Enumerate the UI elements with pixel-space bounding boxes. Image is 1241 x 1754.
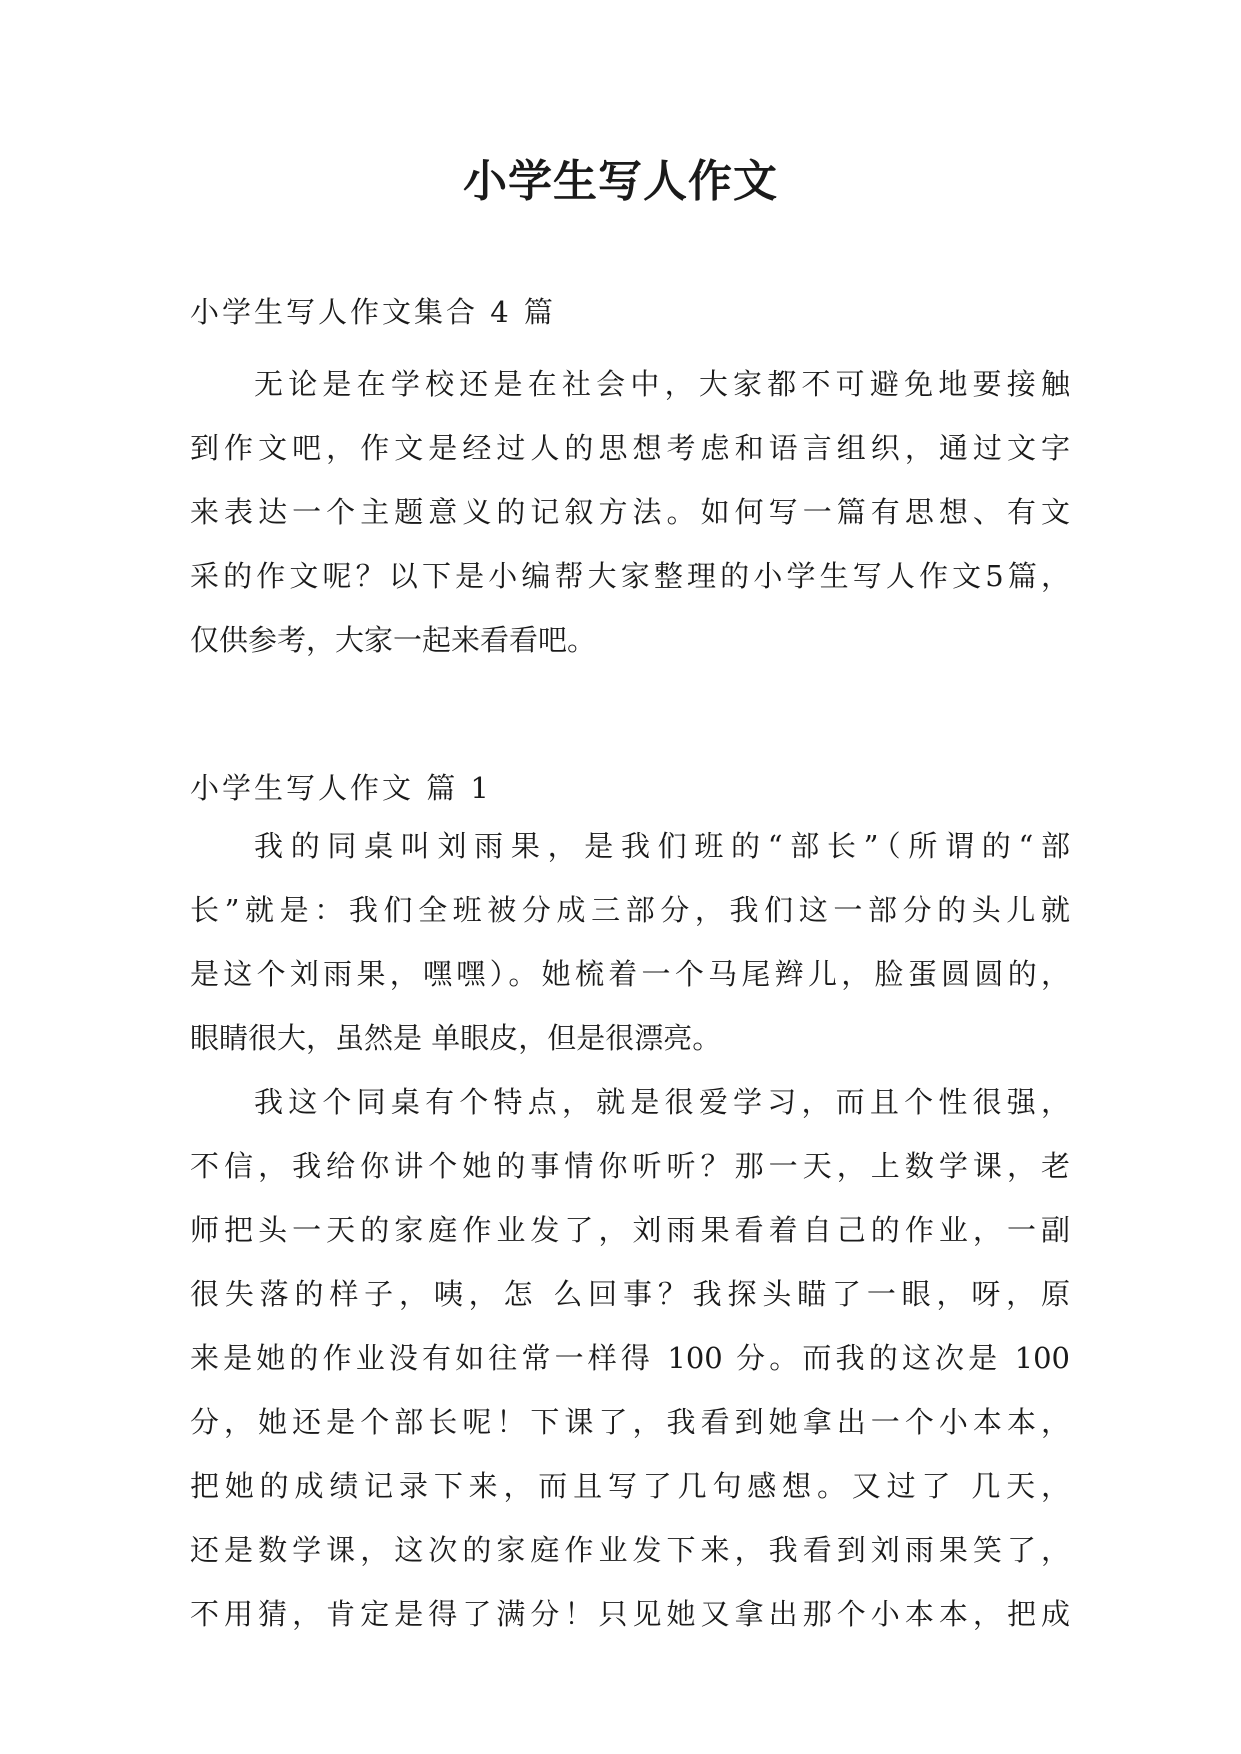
paragraph-line: 是这个刘雨果，嘿嘿）。她梳着一个马尾辫儿，脸蛋圆圆的， (190, 957, 1070, 991)
paragraph-2 (190, 1070, 1070, 1646)
intro-line: 到作文吧，作文是经过人的思想考虑和语言组织，通过文字 (190, 431, 1070, 465)
document-subtitle: 小学生写人作文集合 4 篇 (190, 295, 556, 329)
paragraph-line: 很失落的样子，咦，怎 么回事？我探头瞄了一眼，呀，原 (190, 1277, 1070, 1311)
paragraph-line: 我这个同桌有个特点，就是很爱学习，而且个性很强， (254, 1085, 1070, 1119)
paragraph-line: 来是她的作业没有如往常一样得 100 分。而我的这次是 100 (190, 1341, 1070, 1375)
intro-line: 来表达一个主题意义的记叙方法。如何写一篇有思想、有文 (190, 495, 1070, 529)
paragraph-line: 把她的成绩记录下来，而且写了几句感想。又过了 几天， (190, 1469, 1070, 1503)
paragraph-line: 不信，我给你讲个她的事情你听听？那一天，上数学课，老 (190, 1149, 1070, 1183)
intro-line: 采的作文呢？以下是小编帮大家整理的小学生写人作文5篇， (190, 559, 1070, 593)
section-heading: 小学生写人作文 篇 1 (190, 771, 492, 805)
paragraph-line: 师把头一天的家庭作业发了，刘雨果看着自己的作业，一副 (190, 1213, 1070, 1247)
paragraph-1 (190, 814, 1070, 1070)
intro-line: 无论是在学校还是在社会中，大家都不可避免地要接触 (254, 367, 1070, 401)
paragraph-line: 长”就是：我们全班被分成三部分，我们这一部分的头儿就 (190, 893, 1070, 927)
document-title: 小学生写人作文 (463, 156, 778, 207)
paragraph-line: 不用猜，肯定是得了满分！只见她又拿出那个小本本，把成 (190, 1597, 1070, 1631)
paragraph-line: 眼睛很大，虽然是 单眼皮，但是很漂亮。 (190, 1021, 722, 1055)
paragraph-line: 还是数学课，这次的家庭作业发下来，我看到刘雨果笑了， (190, 1533, 1070, 1567)
intro-line: 仅供参考，大家一起来看看吧。 (190, 623, 597, 657)
intro-paragraph (190, 352, 1070, 672)
paragraph-line: 分，她还是个部长呢！下课了，我看到她拿出一个小本本， (190, 1405, 1070, 1439)
paragraph-line: 我的同桌叫刘雨果，是我们班的“部长”（所谓的“部 (254, 829, 1070, 863)
